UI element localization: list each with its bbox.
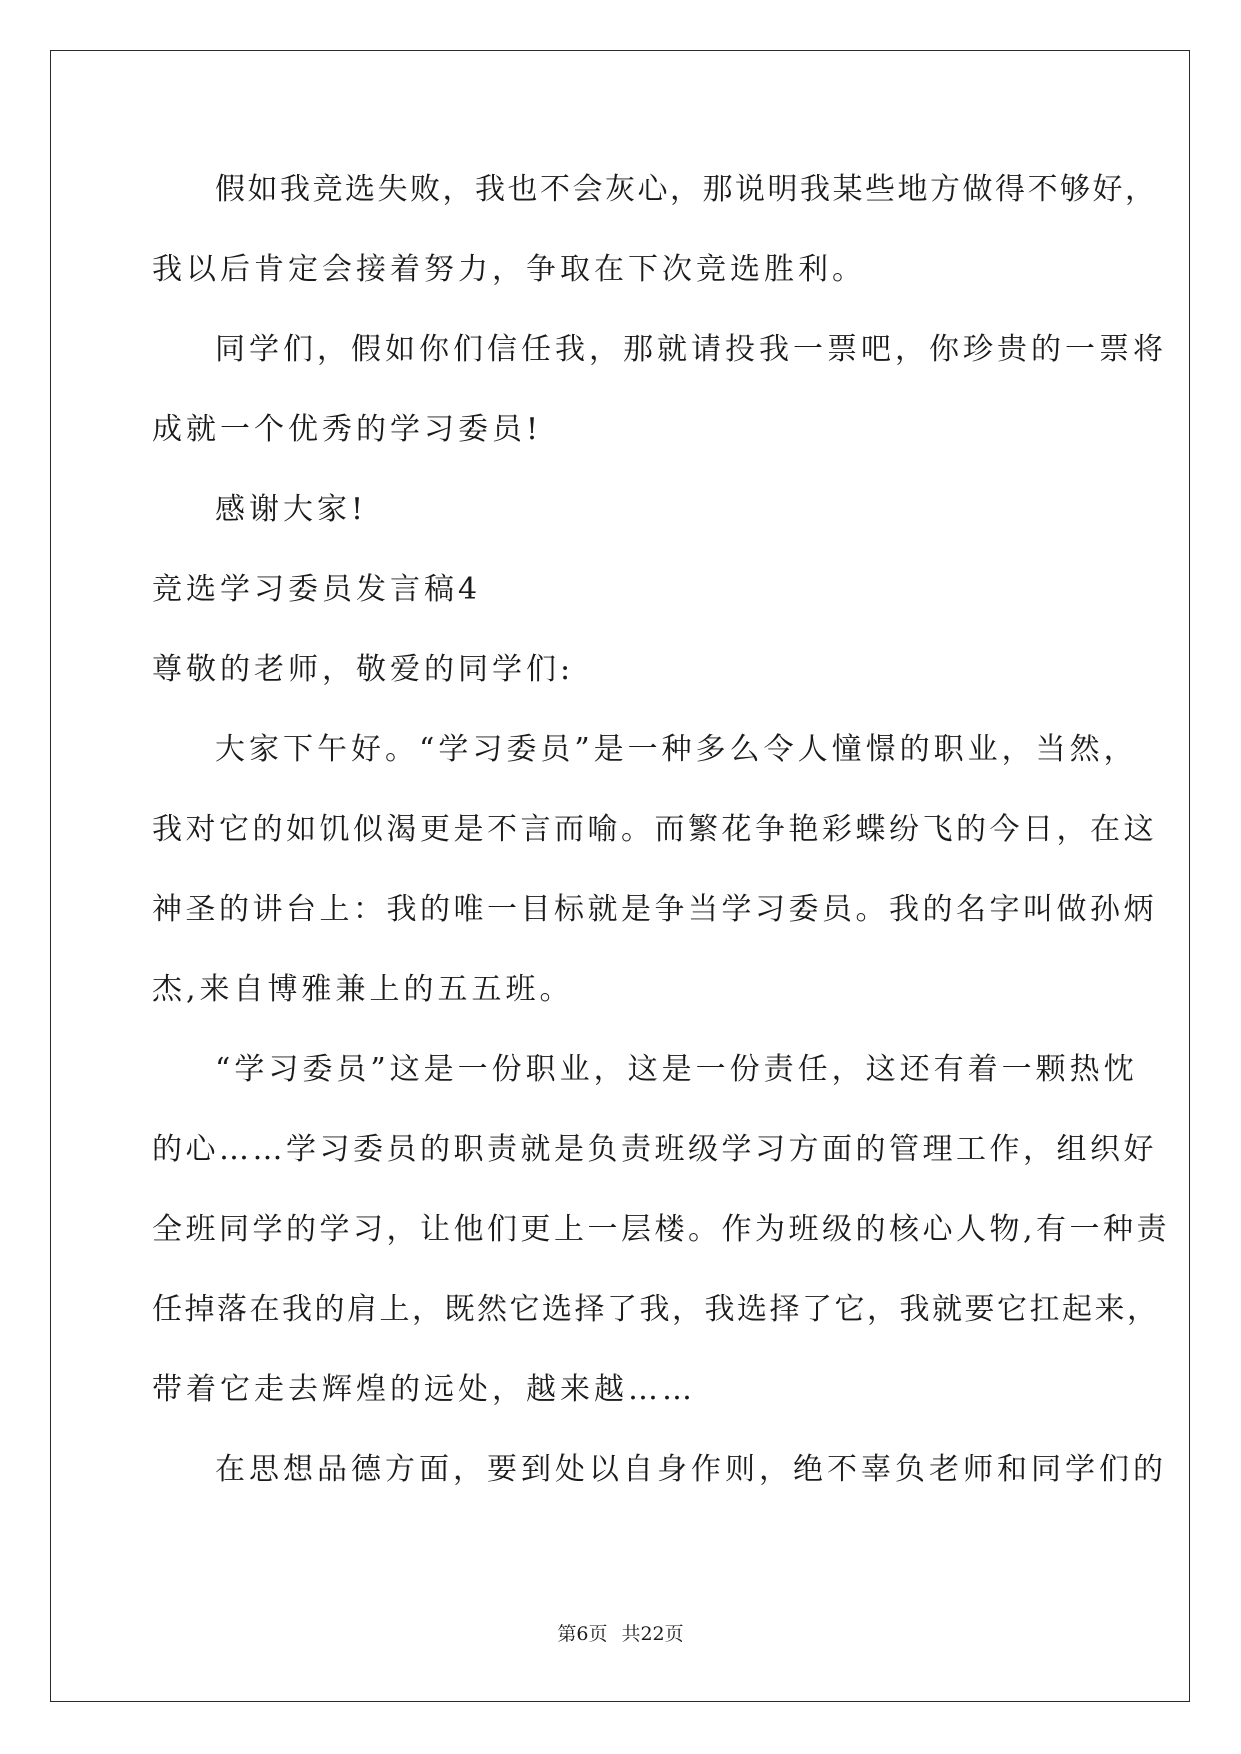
text-line: 的心……学习委员的职责就是负责班级学习方面的管理工作，组织好 [152,1132,1157,1167]
salutation: 尊敬的老师，敬爱的同学们: [152,652,575,687]
text-line: 假如我竞选失败，我也不会灰心，那说明我某些地方做得不够好， [215,172,1158,207]
text-line: 全班同学的学习，让他们更上一层楼。作为班级的核心人物,有一种责 [152,1212,1171,1247]
text-line: 带着它走去辉煌的远处，越来越…… [152,1372,696,1407]
section-heading: 竞选学习委员发言稿4 [152,572,482,607]
text-line: 神圣的讲台上：我的唯一目标就是争当学习委员。我的名字叫做孙炳 [152,892,1157,927]
text-line: 我以后肯定会接着努力，争取在下次竞选胜利。 [152,252,866,287]
text-line: “学习委员”这是一份职业，这是一份责任，这还有着一颗热忱 [215,1052,1138,1087]
text-line: 我对它的如饥似渴更是不言而喻。而繁花争艳彩蝶纷飞的今日，在这 [152,812,1157,847]
text-line: 成就一个优秀的学习委员! [152,412,543,447]
text-line: 杰,来自博雅兼上的五五班。 [152,972,574,1007]
text-line: 任掉落在我的肩上，既然它选择了我，我选择了它，我就要它扛起来， [152,1292,1160,1327]
page-footer [0,1622,1241,1646]
page-total: 共22页 [621,1623,684,1645]
text-line: 感谢大家! [215,492,368,527]
text-line: 大家下午好。“学习委员”是一种多么令人憧憬的职业，当然， [215,732,1138,767]
page-number: 第6页 [557,1623,608,1645]
text-line: 在思想品德方面，要到处以自身作则，绝不辜负老师和同学们的 [215,1452,1167,1487]
text-line: 同学们，假如你们信任我，那就请投我一票吧，你珍贵的一票将 [215,332,1167,367]
